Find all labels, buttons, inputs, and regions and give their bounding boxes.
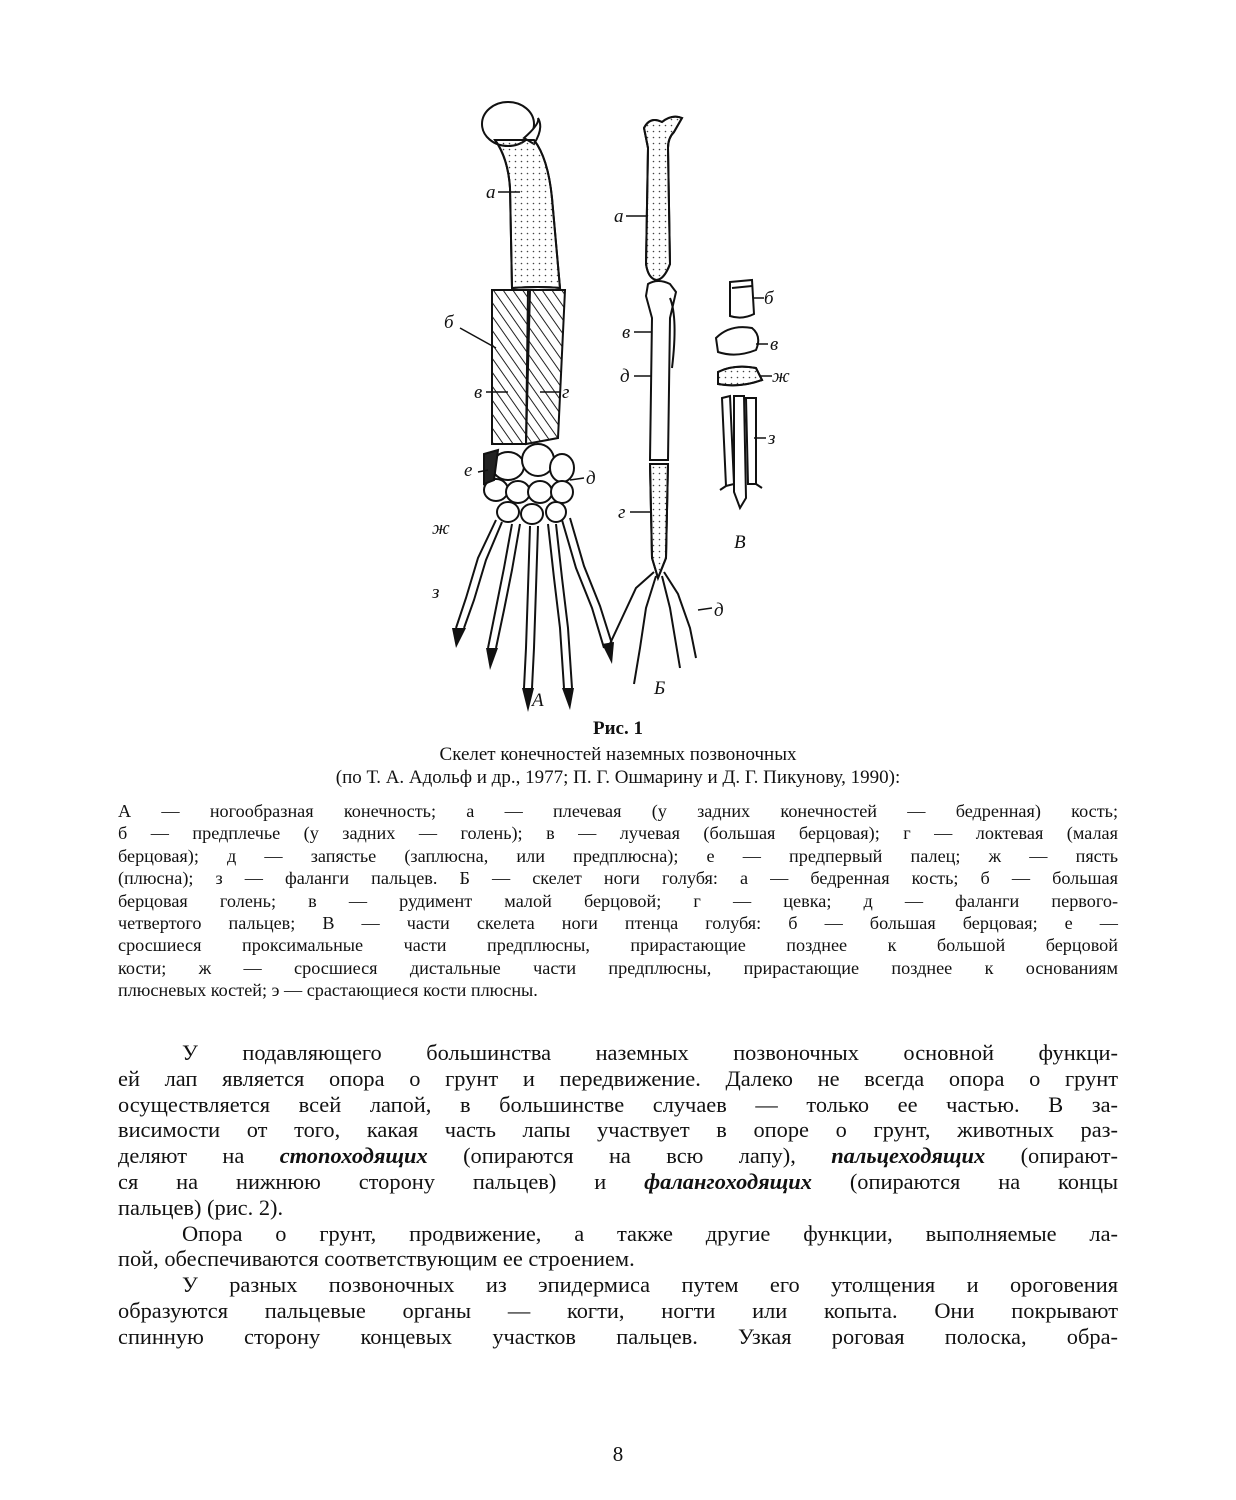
page-number: 8 [612,1442,624,1466]
label-drawing-a: А [532,690,544,711]
body-text [118,1040,1118,1350]
label-v-distal-tarsus: ж [772,366,790,387]
label-a-metacarpus: ж [432,518,450,539]
label-b-femur: а [614,206,624,227]
legend-line: б — предплечье (у задних — голень); в — лучевая (большая берцовая); г — локтевая (малая [118,823,1118,844]
drawing-v-nestling-leg [716,280,772,508]
drawing-a-limb [452,102,614,712]
term-unguligrade: фалангоходящих [644,1168,812,1194]
legend-line: плюсневых костей; э — срастающиеся кости плюсны. [118,980,538,1001]
paragraph-line: осуществляется всей лапой, в большинстве случаев — только ее частью. В за- [118,1091,1118,1117]
label-a-radius: в [474,382,483,403]
text-run: (опираются на всю лапу), [427,1143,832,1169]
label-drawing-b: Б [654,678,666,699]
term-digitigrade: пальцеходящих [831,1143,986,1169]
label-a-carpus: д [586,468,596,489]
text-run: (опираются на концы [811,1168,1118,1194]
label-v-tibia: б [764,288,774,309]
figure-caption-line1: Скелет конечностей наземных позвоночных [439,744,797,765]
label-b-phalanges: д [714,600,724,621]
text-run: ся на нижнюю сторону пальцев) и [118,1168,645,1194]
paragraph-line: пой, обеспечиваются соответствующим ее строением. [118,1246,635,1272]
label-a-humerus: а [486,182,496,203]
term-plantigrade: стопоходящих [279,1143,428,1169]
drawing-b-pigeon-leg [608,117,712,684]
paragraph-line: образуются пальцевые органы — когти, ногти или копыта. Они покрывают [118,1297,1118,1323]
figure-caption-line2: (по Т. А. Адольф и др., 1977; П. Г. Ошмарину и Д. Г. Пикунову, 1990): [335,767,901,788]
label-b-tarsometatarsus: г [618,502,626,523]
figure-caption-title: Рис. 1 [593,718,643,739]
paragraph-line [118,1143,1118,1169]
label-b-fibula: в [622,322,631,343]
legend-line: (плюсна); з — фаланги пальцев. Б — скелет ноги голубя: а — бедренная кость; б — большая [118,868,1118,889]
paragraph-line: ей лап является опора о грунт и передвижение. Далеко не всегда опора о грунт [118,1065,1118,1091]
paragraph-line: пальцев) (рис. 2). [118,1194,284,1220]
label-a-phalanges: з [432,582,440,603]
legend-line: кости; ж — сросшиеся дистальные части предплюсны, прирастающие позднее к основаниям [118,957,1118,978]
label-a-ulna: г [562,382,570,403]
paragraph-line [118,1169,1118,1195]
legend-line: берцовая); д — запястье (заплюсна, или предплюсна); е — предпервый палец; ж — пясть [118,845,1118,866]
legend-line: сросшиеся проксимальные части предплюсны, прирастающие позднее к большой берцовой [118,935,1118,956]
label-b-d: д [620,366,630,387]
label-drawing-v: В [734,532,746,553]
paragraph-line: спинную сторону концевых участков пальцев. Узкая роговая полоска, обра- [118,1323,1118,1349]
limb-skeleton-drawing [400,88,840,728]
figure-legend [118,800,1118,1002]
label-a-forearm: б [444,312,454,333]
legend-line: четвертого пальцев; В — части скелета ноги птенца голубя: б — большая берцовая; е — [118,912,1118,933]
text-run: деляют на [118,1143,280,1169]
paragraph-line: висимости от того, какая часть лапы участвует в опоре о грунт, животных раз- [118,1117,1118,1143]
label-v-proximal-tarsus: в [770,334,779,355]
legend-line: А — ногообразная конечность; а — плечевая (у задних конечностей — бедренная) кость; [118,801,1118,821]
label-a-prepollex: е [464,460,473,481]
paragraph-line: У подавляющего большинства наземных позвоночных основной функци- [182,1040,1118,1065]
legend-line: берцовая голень; в — рудимент малой берцовой; г — цевка; д — фаланги первого- [118,890,1118,911]
text-run: (опирают- [985,1143,1118,1169]
figure-limb-skeletons [400,88,840,728]
paragraph-line: У разных позвоночных из эпидермиса путем его утолщения и ороговения [182,1272,1118,1298]
paragraph-line: Опора о грунт, продвижение, а также другие функции, выполняемые ла- [182,1220,1118,1246]
label-v-metatarsals: з [768,428,776,449]
